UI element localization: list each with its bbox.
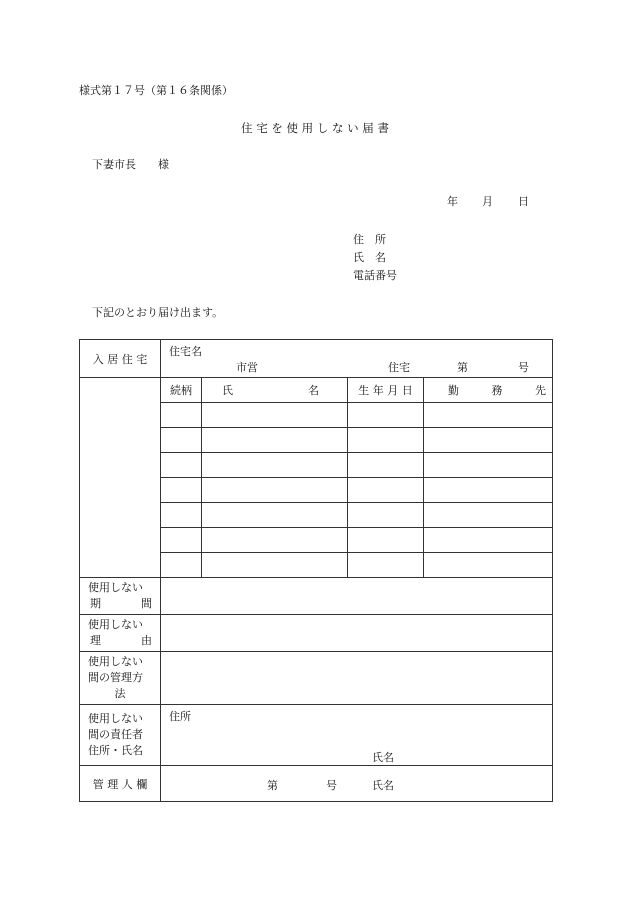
header-work-1: 勤 <box>448 384 459 397</box>
applicant-phone-label: 電話番号 <box>353 269 397 282</box>
member-name-cell[interactable] <box>202 453 348 478</box>
date-year[interactable]: 年 <box>447 195 458 208</box>
notification-form-table <box>79 339 553 802</box>
member-birth-cell[interactable] <box>348 478 424 503</box>
period-label-2a: 期 <box>90 597 101 610</box>
management-input[interactable] <box>161 652 553 705</box>
reason-label-line1: 使用しない <box>88 618 143 631</box>
mgmt-label-line1: 使用しない <box>88 655 143 668</box>
resp-name-label: 氏名 <box>372 751 394 764</box>
resp-label-line1: 使用しない <box>88 712 143 725</box>
header-name <box>202 378 348 403</box>
reason-label <box>80 615 161 652</box>
member-relation-cell[interactable] <box>161 453 202 478</box>
housing-house: 住宅 <box>388 361 410 374</box>
reason-input[interactable] <box>161 615 553 652</box>
member-birth-cell[interactable] <box>348 453 424 478</box>
date-month[interactable]: 月 <box>482 195 493 208</box>
member-work-cell[interactable] <box>424 553 553 578</box>
member-name-cell[interactable] <box>202 503 348 528</box>
member-birth-cell[interactable] <box>348 428 424 453</box>
mgmt-label-line3: 法 <box>114 687 126 700</box>
intro-text: 下記のとおり届け出ます。 <box>92 306 224 319</box>
member-relation-cell[interactable] <box>161 478 202 503</box>
document-title: 住 宅 を 使 用 し な い 届 書 <box>241 121 389 135</box>
reason-label-2b: 由 <box>141 634 152 647</box>
member-birth-cell[interactable] <box>348 528 424 553</box>
header-work-3: 先 <box>535 384 546 397</box>
admin-label: 管 理 人 欄 <box>80 766 161 802</box>
member-relation-cell[interactable] <box>161 528 202 553</box>
period-label-2b: 間 <box>141 597 152 610</box>
member-work-cell[interactable] <box>424 503 553 528</box>
resp-label-line2: 間の責任者 <box>88 728 143 741</box>
member-name-cell[interactable] <box>202 403 348 428</box>
member-relation-cell[interactable] <box>161 403 202 428</box>
responsible-input[interactable] <box>161 705 553 766</box>
member-relation-cell[interactable] <box>161 503 202 528</box>
header-relation: 続柄 <box>161 378 202 403</box>
date-day[interactable]: 日 <box>518 195 529 208</box>
header-name-2: 名 <box>308 384 319 397</box>
period-label <box>80 578 161 615</box>
housing-name-label: 住宅名 <box>169 345 202 358</box>
admin-dai: 第 <box>267 779 278 792</box>
resp-address-label: 住所 <box>169 710 191 723</box>
admin-go: 号 <box>326 779 337 792</box>
reason-label-2a: 理 <box>90 634 101 647</box>
member-work-cell[interactable] <box>424 403 553 428</box>
member-work-cell[interactable] <box>424 428 553 453</box>
housing-city: 市営 <box>236 361 258 374</box>
housing-go: 号 <box>518 361 529 374</box>
member-work-cell[interactable] <box>424 528 553 553</box>
member-name-cell[interactable] <box>202 553 348 578</box>
member-name-cell[interactable] <box>202 428 348 453</box>
admin-name: 氏名 <box>372 779 394 792</box>
mgmt-label-line2: 間の管理方 <box>88 671 143 684</box>
housing-cell[interactable] <box>161 340 553 378</box>
header-work-2: 務 <box>491 384 503 397</box>
header-work <box>424 378 553 403</box>
member-name-cell[interactable] <box>202 528 348 553</box>
management-label <box>80 652 161 705</box>
member-work-cell[interactable] <box>424 453 553 478</box>
header-name-1: 氏 <box>222 384 233 397</box>
housing-label: 入 居 住 宅 <box>80 340 161 378</box>
form-number: 様式第１７号（第１６条関係） <box>79 84 233 97</box>
period-input[interactable] <box>161 578 553 615</box>
member-birth-cell[interactable] <box>348 503 424 528</box>
applicant-name-label: 氏 名 <box>353 251 386 264</box>
member-name-cell[interactable] <box>202 478 348 503</box>
responsible-label <box>80 705 161 766</box>
admin-input[interactable] <box>161 766 553 802</box>
member-work-cell[interactable] <box>424 478 553 503</box>
period-label-line1: 使用しない <box>88 581 143 594</box>
member-relation-cell[interactable] <box>161 553 202 578</box>
applicant-address-label: 住 所 <box>353 233 386 246</box>
housing-dai: 第 <box>457 361 468 374</box>
members-blank-label <box>80 378 161 578</box>
member-birth-cell[interactable] <box>348 403 424 428</box>
addressee: 下妻市長 様 <box>92 158 169 171</box>
header-birth: 生 年 月 日 <box>348 378 424 403</box>
member-birth-cell[interactable] <box>348 553 424 578</box>
member-relation-cell[interactable] <box>161 428 202 453</box>
resp-label-line3: 住所・氏名 <box>88 744 143 757</box>
